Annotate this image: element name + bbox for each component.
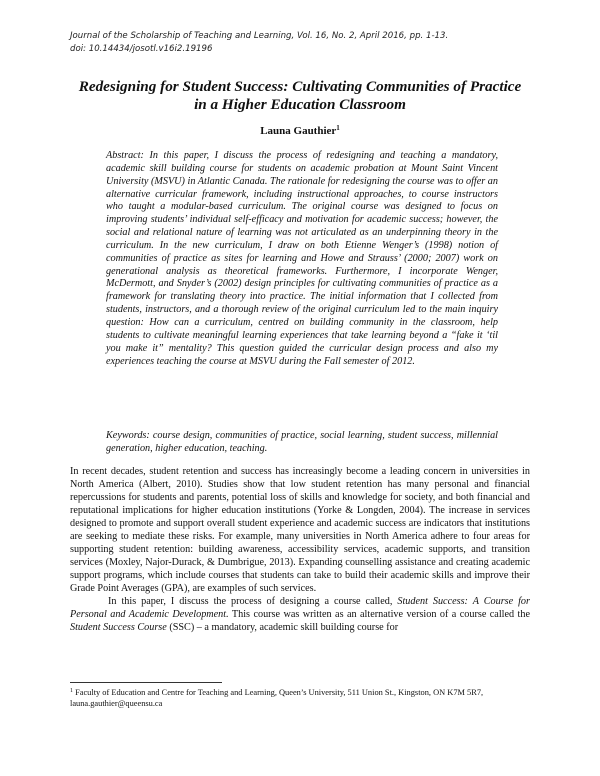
author-line bbox=[60, 124, 540, 137]
footnote bbox=[70, 686, 530, 709]
p2-course-title: Student Success: A Course for Personal and Academic Development. bbox=[70, 596, 530, 620]
footnote-text: Faculty of Education and Centre for Teaching and Learning, Queen’s University, 511 Union St., Kingston, ON K7M 5R7, launa.gauthier@queensu.ca bbox=[70, 688, 484, 708]
body-paragraph-2 bbox=[70, 595, 530, 634]
abstract-text: Abstract: In this paper, I discuss the process of redesigning and teaching a mandatory, academic skill building course for students on academic probation at Mount Saint Vincent University (MSVU) in Atlantic Canada. The rationale for redesigning the course was to offer an alternative curricular framework, including instructional approaches, to course instructors who taught a modular-based curriculum. The original course was designed to focus on improving students’ individual self-efficacy and motivation for academic success; however, the social and relational nature of learning was not articulated as an underpinning theory in the curriculum. In the new curriculum, I draw on both Etienne Wenger’s (1998) notion of communities of practice as sites for learning and Howe and Strauss’ (2000; 2007) work on generational analysis as theoretical frameworks. Furthermore, I incorporate Wenger, McDermott, and Snyder’s (2002) design principles for cultivating communities of practice as a framework for translating theory into practice. The initial information that I collected from students, instructors, and a thorough review of the original curriculum led to the main inquiry question: How can a curriculum, centred on building community in the classroom, help students to cultivate meaningful learning experiences that take learning beyond a “fake it ‘til you make it” mentality? This question guided the curricular design process and also my experiences teaching the course at MSVU during the Fall semester of 2012. bbox=[106, 150, 498, 367]
paper-title bbox=[60, 78, 540, 114]
footnote-divider bbox=[70, 682, 222, 683]
journal-doi: doi: 10.14434/josotl.v16i2.19196 bbox=[70, 44, 213, 54]
author-footnote-mark: 1 bbox=[336, 124, 340, 132]
journal-citation: Journal of the Scholarship of Teaching and Learning, Vol. 16, No. 2, April 2016, pp. 1-13. bbox=[70, 31, 449, 41]
journal-header bbox=[70, 30, 540, 56]
p2-text-e: (SSC) – a mandatory, academic skill building course for bbox=[166, 622, 399, 633]
title-line-1: Redesigning for Student Success: Cultivating Communities of Practice bbox=[78, 78, 522, 95]
body-paragraph-1: In recent decades, student retention and success has increasingly become a leading concern in universities in North America (Albert, 2010). Studies show that low student retention has many personal and financial repercussions for students and parents, potential loss of skills and knowledge for society, and both financial and reputational implications for higher education institutions (Yorke & Longden, 2004). The increase in services designed to promote and support overall student experience and academic success are indicators that institutions are seeking to mediate these risks. For example, many universities in North America adhere to four areas for supporting student retention: building awareness, accessibility services, academic supports, and transition services (Moxley, Najor-Durack, & Dumbrigue, 2013). Expanding counselling assistance and creating academic support programs, which include courses that students can take to build their academic skills and improve their Grade Point Averages (GPA), are examples of such services. bbox=[70, 466, 530, 594]
author-name: Launa Gauthier bbox=[260, 125, 337, 137]
p2-original-course: Student Success Course bbox=[70, 622, 167, 633]
keywords: Keywords: course design, communities of practice, social learning, student success, millennial generation, higher education, teaching. bbox=[106, 430, 498, 454]
p2-text-c: This course was written as an alternative version of a course called the bbox=[228, 609, 530, 620]
title-line-2: in a Higher Education Classroom bbox=[194, 96, 406, 113]
p2-text-a: In this paper, I discuss the process of designing a course called, bbox=[108, 596, 398, 607]
abstract bbox=[106, 150, 498, 368]
footnote-mark: 1 bbox=[70, 688, 73, 694]
body-text bbox=[70, 465, 530, 634]
